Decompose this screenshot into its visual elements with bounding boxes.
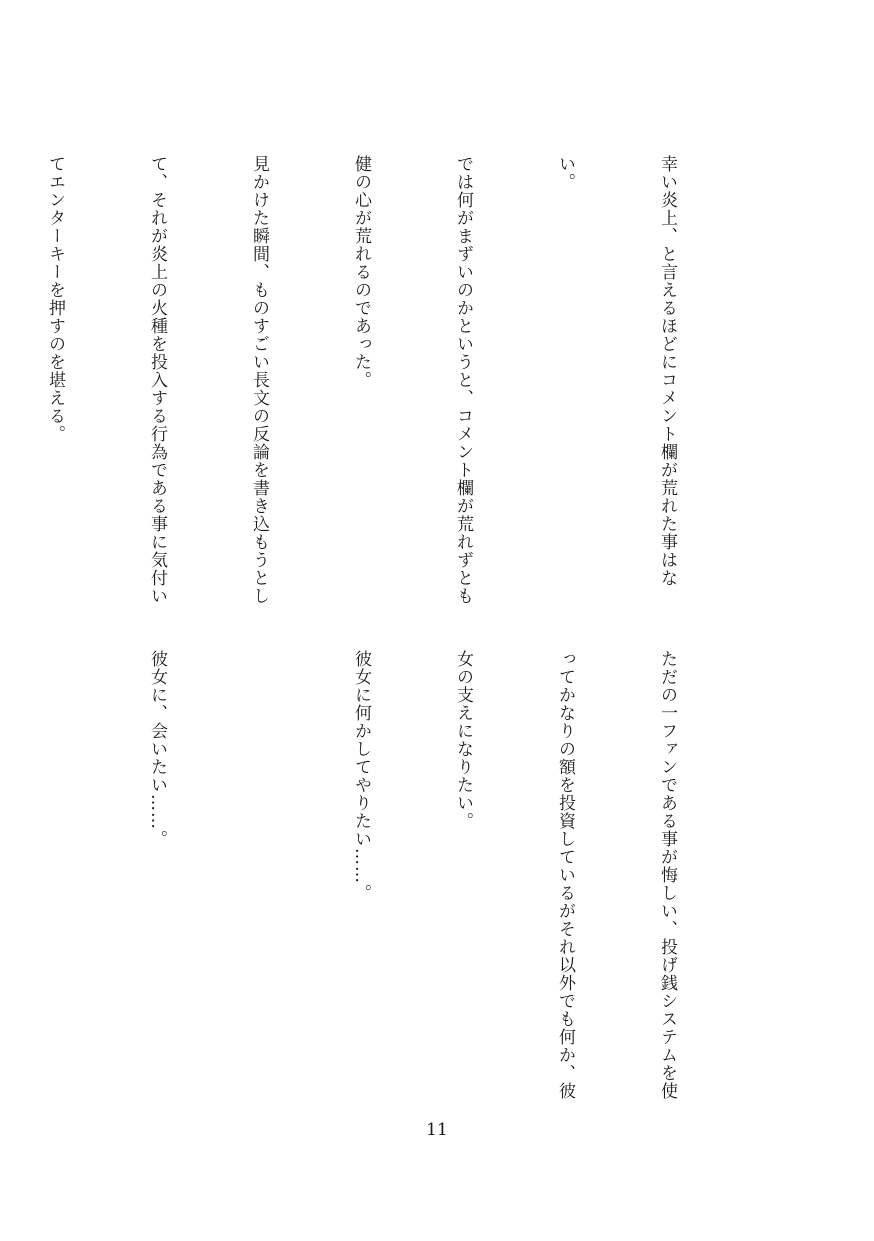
text-line: 彼女に何かしてやりたい……。 (351, 650, 371, 902)
text-line: て、それが炎上の火種を投入する行為である事に気付い (147, 155, 167, 605)
text-line (242, 650, 276, 1090)
text-line: ってかなりの額を投資しているがそれ以外でも何か、彼 (555, 650, 575, 1100)
text-line: 見かけた瞬間、ものすごい長文の反論を書き込もうとし (249, 155, 269, 605)
text-line: 幸い炎上、と言えるほどにコメント欄が荒れた事はな (657, 155, 677, 587)
text-line: てエンターキーを押すのを堪える。 (45, 155, 65, 443)
upper-text-block (45, 155, 752, 625)
text-line (38, 650, 72, 1090)
text-line: 女の支えになりたい。 (453, 650, 473, 830)
text-line: 彼女に、会いたい……。 (147, 650, 167, 848)
lower-text-block (112, 650, 752, 1100)
text-line: では何がまずいのかというと、コメント欄が荒れずとも (453, 155, 473, 605)
text-line: い。 (555, 155, 575, 191)
text-line: ただの一ファンである事が悔しい、投げ銭システムを使 (657, 650, 677, 1100)
page-number: 11 (426, 1120, 448, 1140)
text-line: 健の心が荒れるのであった。 (351, 155, 371, 389)
